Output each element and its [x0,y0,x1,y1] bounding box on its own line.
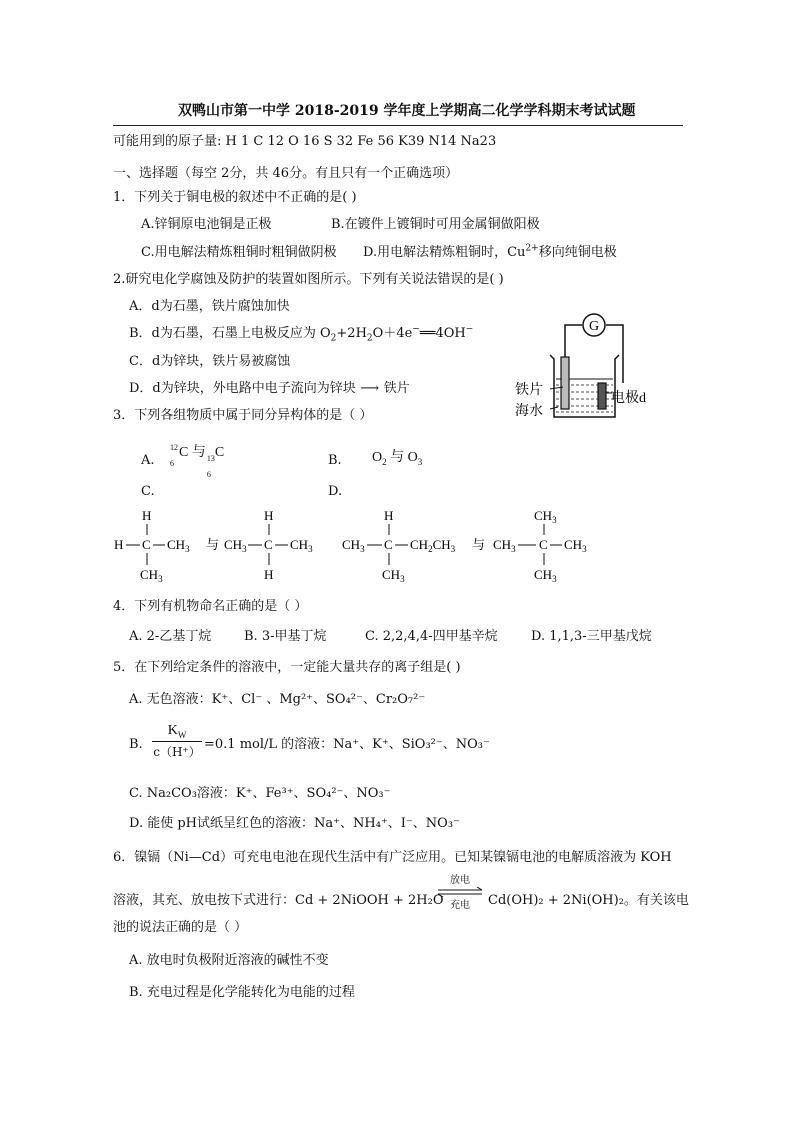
section-heading: 一、选择题（每空 2分，共 46分。有且只有一个正确选项） [113,166,459,181]
svg-text:C: C [539,537,548,552]
q4-option-c: C. 2,2,4,4-四甲基辛烷 [365,629,498,644]
q5-option-c: C. Na₂CO₃溶液：K⁺、Fe³⁺、SO₄²⁻、NO₃⁻ [129,786,391,801]
q4-option-d: D. 1,1,3-三甲基戊烷 [531,629,652,644]
q3-option-b-label: B. [328,453,342,468]
molecule-3 [342,508,456,584]
q1-option-d: D.用电解法精炼粗铜时，$Cu^{2+}$移向纯铜电极 [363,243,617,260]
svg-text:CH3: $CH_3$ [342,537,365,554]
svg-text:与: 与 [472,537,486,552]
q5-fraction: $K_W$ c（H⁺） [153,723,201,759]
svg-text:CH3: $CH_3$ [224,537,247,554]
molecule-2 [224,508,313,582]
q3-option-b-content: $O_2$ 与 $O_3$ [372,450,423,467]
svg-text:H: H [264,567,274,582]
q2-option-b: B．d为石墨，石墨上电极反应为 $O_2+2H_2O+4e^-══4OH^-$ [129,324,474,344]
q4-stem: 4．下列有机物命名正确的是（ ） [113,599,308,614]
corrosion-apparatus-diagram [510,305,670,425]
q1-option-a: A.锌铜原电池铜是正极 [141,217,272,232]
title-divider [113,125,683,126]
q5-option-b-rest: =0.1 mol/L 的溶液：Na⁺、K⁺、SiO₃²⁻、NO₃⁻ [204,737,490,752]
atomic-masses: 可能用到的原子量: H 1 C 12 O 16 S 32 Fe 56 K39 N14 Na23 [113,134,497,149]
q1-option-c: C.用电解法精炼粗铜时粗铜做阴极 [141,245,337,260]
svg-text:H: H [264,508,274,523]
beaker [550,355,619,417]
svg-text:CH3: $CH_3$ [534,508,557,525]
svg-text:H: H [142,508,152,523]
q5-option-d: D. 能使 pH试纸呈红色的溶液：Na⁺、NH₄⁺、I⁻、NO₃⁻ [129,816,460,831]
svg-text:H: H [114,537,124,552]
svg-text:CH2CH3: $CH_2CH_3$ [410,537,456,554]
q3-option-a-content: 12 6 C 与 13 6 C [170,443,225,479]
q6-option-a: A. 放电时负极附近溶液的碱性不变 [129,953,329,968]
q2-option-d: D．d为锌块，外电路中电子流向为锌块 ⟶ 铁片 [129,381,410,396]
q6-stem-line2-prefix: 溶液，其充、放电按下式进行：Cd + 2NiOOH + 2H₂O [113,893,444,908]
q6-stem-line3: 池的说法正确的是（ ） [113,920,248,935]
q1-stem: 1．下列关于铜电极的叙述中不正确的是( ) [113,190,357,205]
q4-option-b: B. 3-甲基丁烷 [244,629,327,644]
q5-option-b-label: B. [129,737,143,752]
iron-plate-label: 铁片 [515,383,543,398]
q6-reaction-arrow: 放电 充电 [436,875,484,912]
q5-stem: 5．在下列给定条件的溶液中，一定能大量共存的离子组是( ) [113,660,461,675]
q6-option-b: B. 充电过程是化学能转化为电能的过程 [129,985,355,1000]
q3-option-a-label: A. [141,453,155,468]
svg-text:C: C [264,537,273,552]
svg-text:CH3: $CH_3$ [564,537,587,554]
q3-structural-formulas [110,505,600,587]
equilibrium-arrow-icon [436,887,484,897]
electrode-d-label: 电极d [611,391,646,406]
svg-text:CH3: $CH_3$ [290,537,313,554]
svg-text:CH3: $CH_3$ [493,537,516,554]
q3-option-c-label: C. [141,484,155,499]
q2-stem: 2.研究电化学腐蚀及防护的装置如图所示。下列有关说法错误的是( ) [113,272,504,287]
q2-option-c: C．d为锌块，铁片易被腐蚀 [129,354,291,369]
svg-text:CH3: $CH_3$ [534,567,557,584]
svg-text:CH3: $CH_3$ [382,567,405,584]
galvanometer-label: G [588,319,600,334]
svg-text:H: H [384,508,394,523]
q4-option-a: A. 2-乙基丁烷 [129,629,212,644]
arrow-icon: ⟶ [360,381,380,396]
q5-option-a: A. 无色溶液：K⁺、Cl⁻ 、Mg²⁺、SO₄²⁻、Cr₂O₇²⁻ [129,692,426,707]
q6-stem-line1: 6．镍镉（Ni—Cd）可充电电池在现代生活中有广泛应用。已知某镍镉电池的电解质溶液为 KOH [113,850,672,865]
svg-text:与: 与 [206,537,220,552]
svg-text:C: C [384,537,393,552]
svg-text:C: C [142,537,151,552]
molecule-4 [493,508,587,584]
q3-stem: 3．下列各组物质中属于同分异构体的是（ ） [113,408,373,423]
electrode-d [598,383,606,409]
molecule-1 [114,508,190,584]
svg-text:CH3: $CH_3$ [167,537,190,554]
q1-option-b: B.在镀件上镀铜时可用金属铜做阳极 [331,217,540,232]
page-title: 双鸭山市第一中学 2018-2019 学年度上学期高二化学学科期末考试试题 [178,103,636,119]
q2-option-a: A．d为石墨，铁片腐蚀加快 [129,299,290,314]
q3-option-d-label: D. [328,484,343,499]
svg-text:CH3: $CH_3$ [140,567,163,584]
q6-stem-line2-suffix: Cd(OH)₂ + 2Ni(OH)₂。有关该电 [488,893,689,908]
seawater-label: 海水 [515,404,543,419]
iron-plate [561,357,569,409]
